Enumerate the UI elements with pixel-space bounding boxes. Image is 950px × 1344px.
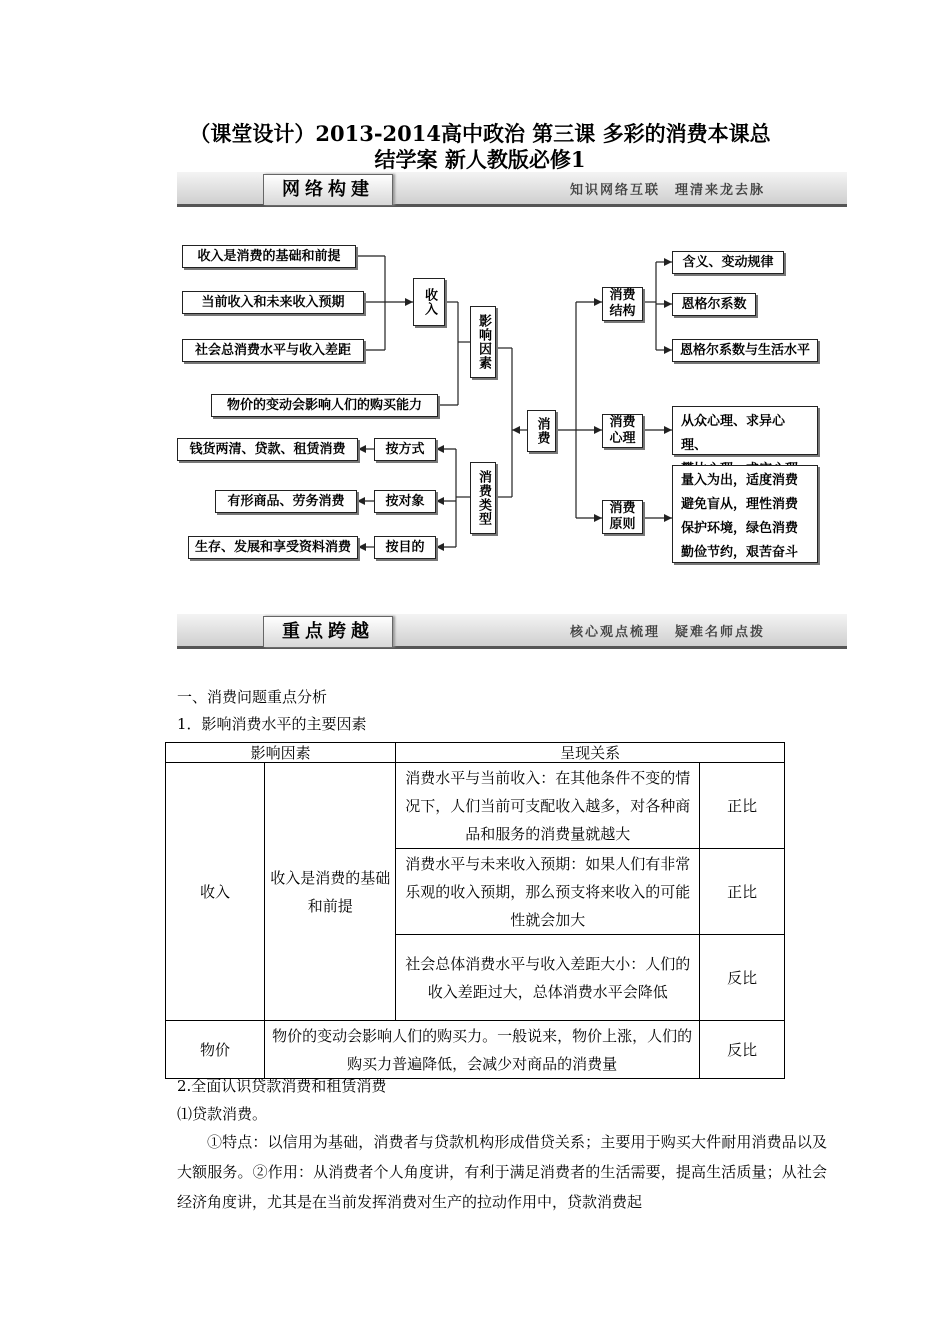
banner-tab: 网络构建 xyxy=(263,174,393,205)
node-income-expectation: 当前收入和未来收入预期 xyxy=(182,291,364,314)
subsection-heading: ⑴贷款消费。 xyxy=(177,1105,268,1123)
factors-table xyxy=(165,742,785,1079)
principle-line: 避免盲从，理性消费 xyxy=(681,497,799,512)
principle-line: 保护环境，绿色消费 xyxy=(681,521,799,536)
node-price-effect: 物价的变动会影响人们的购买能力 xyxy=(211,394,438,417)
subsection-heading: 1．影响消费水平的主要因素 xyxy=(177,715,367,733)
table-cell-relation: 反比 xyxy=(700,1021,785,1079)
node-by-purpose: 按目的 xyxy=(374,536,436,559)
table-header: 呈现关系 xyxy=(396,743,785,763)
psychology-line: 从众心理、求异心理、 xyxy=(681,414,786,453)
node-engel-living: 恩格尔系数与生活水平 xyxy=(672,339,818,362)
subsection-heading: 2.全面认识贷款消费和租赁消费 xyxy=(177,1077,387,1095)
node-purpose-types: 生存、发展和享受资料消费 xyxy=(188,536,358,559)
node-consumption: 消费 xyxy=(527,410,556,452)
node-consumption-types: 消费类型 xyxy=(470,462,496,534)
node-engel-coefficient: 恩格尔系数 xyxy=(672,293,756,316)
section-heading: 一、消费问题重点分析 xyxy=(177,688,328,706)
document-title-line1: （课堂设计）2013-2014高中政治 第三课 多彩的消费本课总 xyxy=(189,121,771,146)
node-by-method: 按方式 xyxy=(374,438,436,461)
node-object-types: 有形商品、劳务消费 xyxy=(215,490,357,513)
document-title-line2: 结学案 新人教版必修1 xyxy=(374,147,586,172)
node-structure-meaning: 含义、变动规律 xyxy=(672,251,784,274)
table-cell-relation: 反比 xyxy=(700,935,785,1021)
table-cell-price-text: 物价的变动会影响人们的购买力。一般说来，物价上涨，人们的购买力普遍降低，会减少对商品的消费量 xyxy=(265,1021,700,1079)
node-psychology-list xyxy=(672,406,818,455)
banner-tab: 重点跨越 xyxy=(263,616,393,647)
node-income-gap: 社会总消费水平与收入差距 xyxy=(182,339,364,362)
node-factors: 影响因素 xyxy=(470,306,496,378)
table-header: 影响因素 xyxy=(166,743,396,763)
table-cell-income-desc: 收入是消费的基础和前提 xyxy=(265,763,396,1021)
principle-line: 量入为出，适度消费 xyxy=(681,473,799,488)
node-structure: 消费结构 xyxy=(602,287,643,321)
table-cell-relation: 正比 xyxy=(700,849,785,935)
table-cell-income: 收入 xyxy=(166,763,265,1021)
table-cell-relation-text: 消费水平与当前收入：在其他条件不变的情况下，人们当前可支配收入越多，对各种商品和服务的消费量就越大 xyxy=(396,763,700,849)
node-principle: 消费原则 xyxy=(602,500,643,534)
table-cell-relation-text: 消费水平与未来收入预期：如果人们有非常乐观的收入预期，那么预支将来收入的可能性就会加大 xyxy=(396,849,700,935)
node-payment-types: 钱货两清、贷款、租赁消费 xyxy=(177,438,358,461)
section-banner-keypoints xyxy=(177,614,847,649)
node-income: 收入 xyxy=(413,278,445,326)
body-paragraph: ①特点：以信用为基础，消费者与贷款机构形成借贷关系；主要用于购买大件耐用消费品以及大额服务。②作用：从消费者个人角度讲，有利于满足消费者的生活需要，提高生活质量；从社会经济角度讲，尤其是在当前发挥消费对生产的拉动作用中，贷款消费起 xyxy=(177,1133,827,1211)
table-cell-price: 物价 xyxy=(166,1021,265,1079)
banner-subtitle: 核心观点梳理 疑难名师点拨 xyxy=(569,625,765,640)
node-by-object: 按对象 xyxy=(374,490,436,513)
node-principle-list xyxy=(672,465,818,563)
table-cell-relation: 正比 xyxy=(700,763,785,849)
table-cell-relation-text: 社会总体消费水平与收入差距大小：人们的收入差距过大，总体消费水平会降低 xyxy=(396,935,700,1021)
principle-line: 勤俭节约，艰苦奋斗 xyxy=(681,545,799,560)
banner-subtitle: 知识网络互联 理清来龙去脉 xyxy=(569,183,765,198)
node-income-basis: 收入是消费的基础和前提 xyxy=(182,245,356,268)
node-psychology: 消费心理 xyxy=(602,414,643,448)
